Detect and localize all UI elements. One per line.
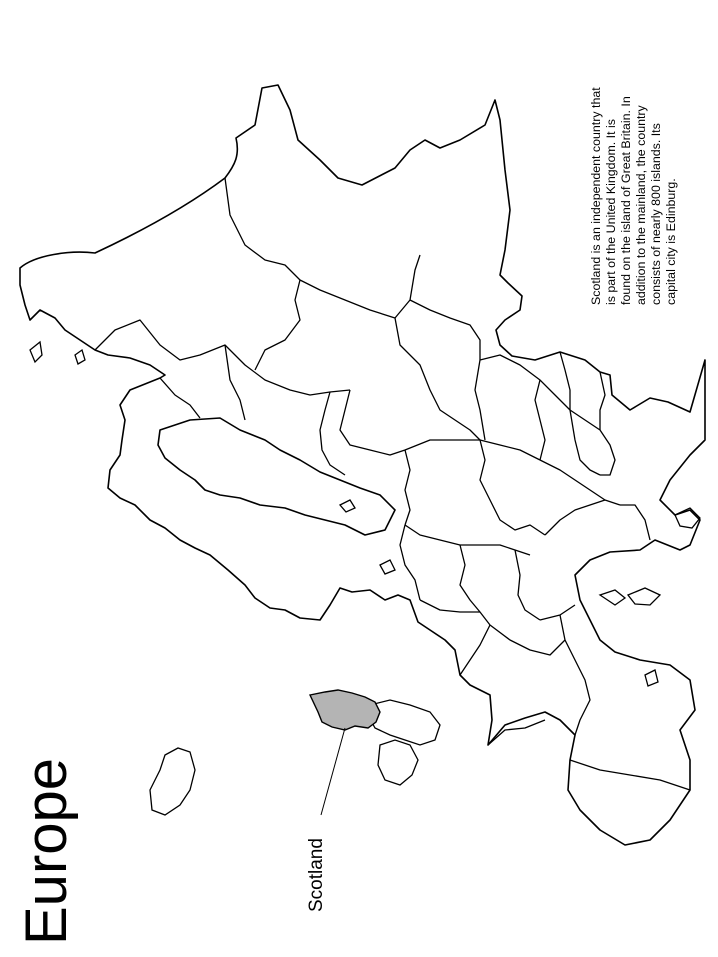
small-island-2 <box>75 350 85 364</box>
great-britain-island <box>368 700 440 745</box>
small-island-8 <box>380 560 395 574</box>
description-line-6: capital city is Edinburg. <box>664 178 678 305</box>
map-title: Europe <box>14 757 79 945</box>
country-borders <box>95 178 650 735</box>
description-block <box>589 87 678 305</box>
description-line-4: addition to the mainland, the country <box>634 105 648 305</box>
description-line-1: Scotland is an independent country that <box>589 87 603 305</box>
inner-sea-coastline <box>158 418 395 535</box>
description-line-2: is part of the United Kingdom. It is <box>604 119 618 305</box>
scotland-label: Scotland <box>306 838 327 912</box>
description-line-5: consists of nearly 800 islands. Its <box>649 123 663 305</box>
description-line-3: found on the island of Great Britain. In <box>619 96 633 305</box>
peninsula-borders <box>488 720 690 790</box>
small-island-3 <box>600 590 625 605</box>
small-island-7 <box>340 500 355 512</box>
small-island-4 <box>628 588 660 605</box>
small-island-5 <box>645 670 658 686</box>
scotland-highlight[interactable] <box>310 690 380 730</box>
iceland-island <box>150 748 195 815</box>
small-island-1 <box>30 342 42 362</box>
scotland-leader-line <box>321 728 345 815</box>
ireland-island <box>378 740 418 785</box>
